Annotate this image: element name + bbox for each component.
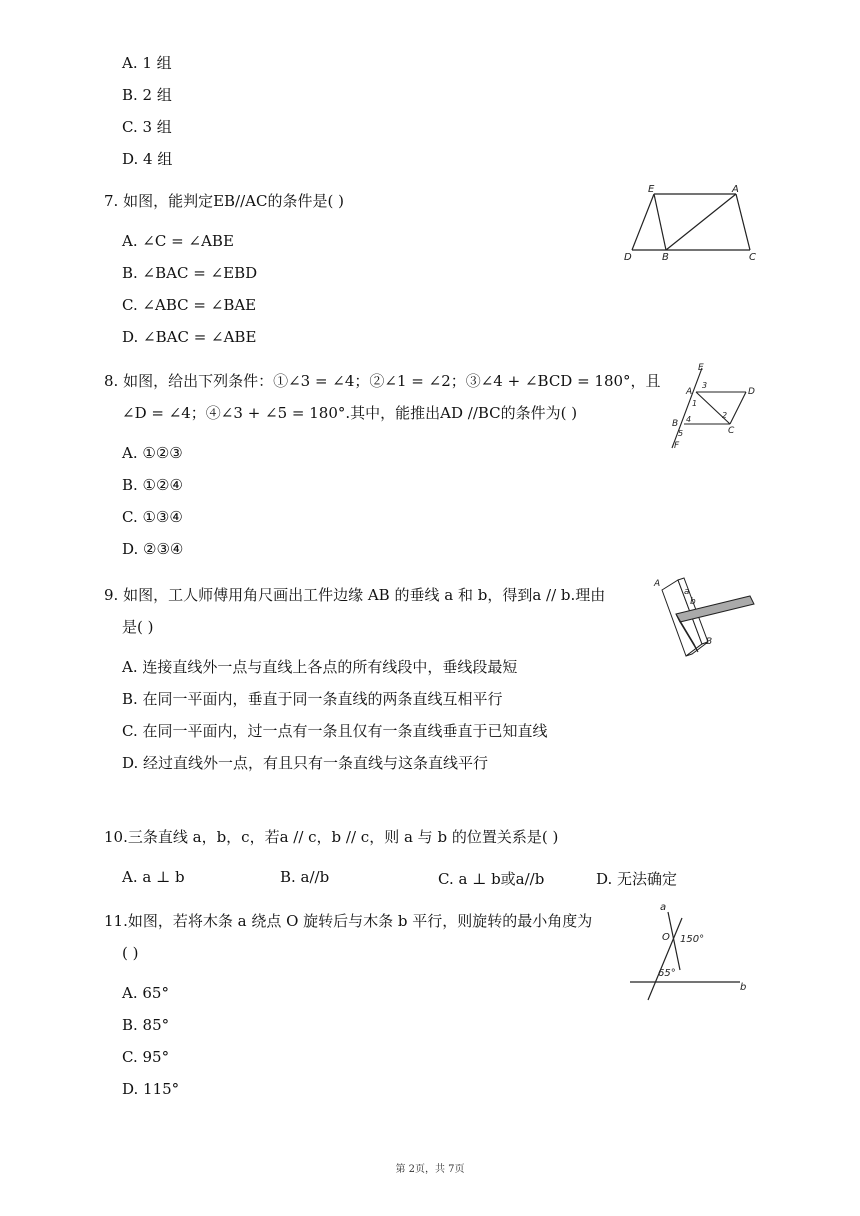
q8-option-a: A. ①②③ (122, 444, 183, 462)
q8-label-2: 2 (722, 411, 728, 420)
q10-option-d: D. 无法确定 (596, 870, 678, 888)
q11-option-d: D. 115° (122, 1080, 180, 1098)
page-footer: 第 2页，共 7页 (395, 1164, 465, 1175)
q8-figure (664, 362, 764, 454)
q8-option-b: B. ①②④ (122, 476, 183, 494)
q6-option-b: B. 2 组 (122, 86, 172, 104)
q8-label-b: B (672, 419, 679, 429)
q9-label-b-lower: b (690, 597, 696, 607)
q11-label-a: a (660, 902, 667, 913)
q8-label-5: 5 (678, 429, 684, 438)
q11-stem-line1: 11.如图，若将木条 a 绕点 O 旋转后与木条 b 平行，则旋转的最小角度为 (104, 912, 593, 930)
q6-option-c: C. 3 组 (122, 118, 172, 136)
q11-option-c: C. 95° (122, 1048, 170, 1066)
q7-option-c: C. ∠ABC = ∠BAE (122, 296, 257, 314)
q8-label-d: D (748, 387, 755, 397)
q9-option-d: D. 经过直线外一点，有且只有一条直线与这条直线平行 (122, 754, 489, 772)
q8-stem-line1: 8. 如图，给出下列条件：①∠3 = ∠4；②∠1 = ∠2；③∠4 + ∠BCD = 180°，且 (104, 372, 661, 390)
q9-label-a-lower: a (684, 587, 690, 597)
q9-stem-line2: 是( ) (122, 618, 154, 636)
q9-label-a: A (654, 579, 661, 589)
q8-stem-line2: ∠D = ∠4；④∠3 + ∠5 = 180°.其中，能推出AD //BC的条件为( ) (122, 404, 578, 422)
q9-option-b: B. 在同一平面内，垂直于同一条直线的两条直线互相平行 (122, 690, 503, 708)
q11-label-150: 150° (680, 934, 705, 945)
q11-stem-line2: ( ) (122, 944, 139, 962)
q11-label-b: b (740, 982, 747, 993)
q9-label-b: B (706, 637, 713, 647)
q8-label-3: 3 (702, 381, 708, 390)
q7-label-e: E (648, 184, 655, 195)
q8-option-c: C. ①③④ (122, 508, 183, 526)
q8-option-d: D. ②③④ (122, 540, 184, 558)
q7-option-a: A. ∠C = ∠ABE (122, 232, 234, 250)
q7-label-d: D (624, 252, 632, 263)
q9-option-c: C. 在同一平面内，过一点有一条且仅有一条直线垂直于已知直线 (122, 722, 548, 740)
q11-option-b: B. 85° (122, 1016, 170, 1034)
q8-label-e: E (698, 363, 704, 373)
q10-stem: 10.三条直线 a，b，c，若a // c，b // c，则 a 与 b 的位置关系是( ) (104, 828, 559, 846)
q6-option-d: D. 4 组 (122, 150, 173, 168)
q10-option-b: B. a//b (280, 868, 330, 886)
q11-label-65: 65° (658, 968, 676, 979)
q9-figure (650, 574, 760, 666)
q8-label-1: 1 (692, 399, 698, 408)
q6-option-a: A. 1 组 (122, 54, 172, 72)
q11-label-o: O (662, 932, 670, 943)
q8-label-c: C (728, 426, 735, 436)
q7-option-b: B. ∠BAC = ∠EBD (122, 264, 258, 282)
q8-label-4: 4 (686, 415, 692, 424)
q7-figure (618, 182, 762, 264)
q7-label-b: B (662, 252, 669, 263)
q7-stem: 7. 如图，能判定EB//AC的条件是( ) (104, 192, 344, 210)
q9-option-a: A. 连接直线外一点与直线上各点的所有线段中，垂线段最短 (122, 658, 518, 676)
q10-option-c: C. a ⊥ b或a//b (438, 870, 545, 888)
q8-label-a: A (686, 387, 693, 397)
q11-figure (630, 900, 760, 1008)
q7-label-a: A (732, 184, 739, 195)
q8-label-f: F (674, 441, 680, 451)
q7-label-c: C (749, 252, 756, 263)
q10-option-a: A. a ⊥ b (122, 868, 185, 886)
q11-option-a: A. 65° (122, 984, 169, 1002)
q9-stem-line1: 9. 如图，工人师傅用角尺画出工件边缘 AB 的垂线 a 和 b，得到a // b.理由 (104, 586, 606, 604)
q7-option-d: D. ∠BAC = ∠ABE (122, 328, 257, 346)
